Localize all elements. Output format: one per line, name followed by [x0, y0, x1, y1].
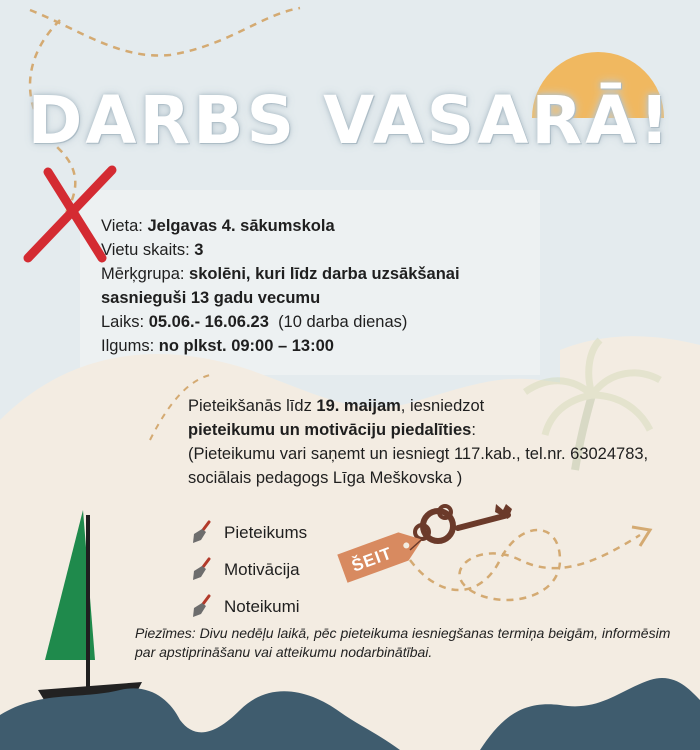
- notes-text: : Divu nedēļu laikā, pēc pieteikuma iesniegšanas termiņa beigām, informēsim par apstiprināšanu vai atteikumu nodarbinātībai.: [135, 625, 671, 660]
- link-label[interactable]: Motivācija: [224, 559, 300, 579]
- link-label[interactable]: Pieteikums: [224, 522, 308, 542]
- job-info: [101, 214, 561, 358]
- apply-bold-line: pieteikumu un motivāciju piedalīties: [188, 421, 472, 439]
- trowel-icon: [190, 520, 214, 546]
- link-pieteikums[interactable]: [190, 514, 307, 551]
- duration-value: no plkst. 09:00 – 13:00: [158, 337, 334, 355]
- document-links: [190, 514, 307, 625]
- target-label: Mērķgrupa:: [101, 265, 185, 283]
- apply-colon: :: [471, 421, 476, 439]
- apply-text: Pieteikšanās līdz: [188, 397, 317, 415]
- apply-details: (Pieteikumu vari saņemt un iesniegt 117.kab., tel.nr. 63024783, sociālais pedagogs Līga Meškovska ): [188, 445, 649, 487]
- notes-prefix: Piezīmes: [135, 625, 192, 641]
- notes: [135, 624, 680, 662]
- target-row-cont: [101, 286, 561, 310]
- place-value: Jelgavas 4. sākumskola: [147, 217, 335, 235]
- duration-row: [101, 334, 561, 358]
- seats-row: [101, 238, 561, 262]
- seats-value: 3: [194, 241, 204, 259]
- time-value: 05.06.- 16.06.23: [148, 313, 269, 331]
- target-row: [101, 262, 561, 286]
- time-label: Laiks:: [101, 313, 145, 331]
- place-row: [101, 214, 561, 238]
- time-note: (10 darba dienas): [278, 313, 408, 331]
- target-value: skolēni, kuri līdz darba uzsākšanai: [189, 265, 460, 283]
- link-label[interactable]: Noteikumi: [224, 596, 300, 616]
- seit-tag-label: ŠEIT: [349, 543, 395, 576]
- time-row: [101, 310, 561, 334]
- seats-label: Vietu skaits:: [101, 241, 190, 259]
- duration-label: Ilgums:: [101, 337, 155, 355]
- target-value-cont: sasnieguši 13 gadu vecumu: [101, 289, 321, 307]
- apply-deadline: 19. maijam: [316, 397, 401, 415]
- trowel-icon: [190, 594, 214, 620]
- place-label: Vieta:: [101, 217, 143, 235]
- application-info: [188, 394, 668, 490]
- apply-text-cont: , iesniedzot: [400, 397, 485, 415]
- link-motivacija[interactable]: [190, 551, 307, 588]
- link-noteikumi[interactable]: [190, 588, 307, 625]
- dashed-path: [30, 8, 300, 56]
- page-title: DARBS VASARĀ!: [27, 82, 673, 159]
- trowel-icon: [190, 557, 214, 583]
